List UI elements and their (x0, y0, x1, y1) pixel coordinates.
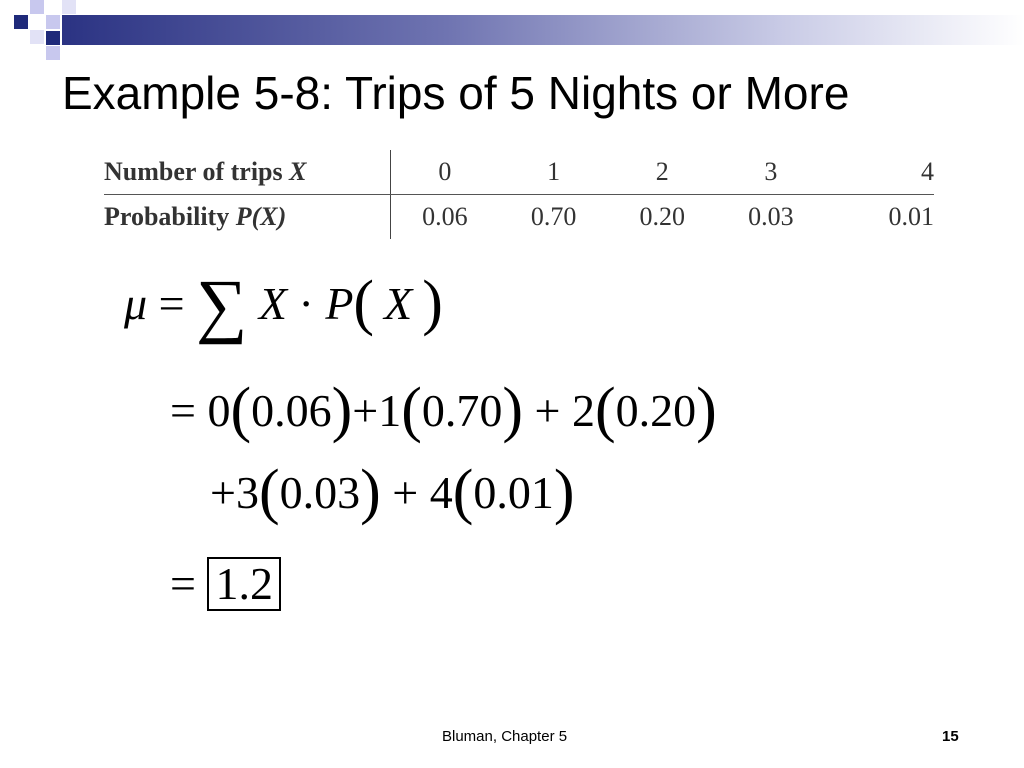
x-variable: X (384, 278, 413, 329)
page-number: 15 (942, 728, 959, 745)
table-row-probability (104, 195, 934, 240)
plus-sign: + (392, 467, 419, 518)
table-cell: 2 (608, 150, 717, 195)
result-line (170, 556, 281, 612)
boxed-result: 1.2 (207, 557, 281, 611)
mu-symbol: μ (124, 278, 148, 329)
open-paren: ( (353, 269, 375, 337)
mean-formula (124, 265, 443, 345)
expansion-line-1: = 0(0.06)+1(0.70) + 2(0.20) (170, 376, 717, 444)
row-header-probability: Probability P(X) (104, 202, 287, 231)
table-cell: 0.20 (639, 202, 685, 231)
term-coef: 1 (378, 385, 402, 436)
table-cell: 3 (717, 150, 826, 195)
table-cell: 0.03 (748, 202, 794, 231)
table-cell: 0.01 (888, 202, 934, 231)
term-prob: 0.03 (279, 467, 361, 518)
table-cell: 4 (825, 150, 934, 195)
equals-sign: = (170, 385, 196, 436)
p-function: P (325, 278, 354, 329)
slide-footer: Bluman, Chapter 5 (442, 728, 568, 745)
equals-sign: = (170, 558, 196, 609)
table-cell: 1 (499, 150, 608, 195)
table-cell: 0.06 (422, 202, 468, 231)
table-cell: 0.70 (530, 202, 577, 231)
plus-sign: + (352, 385, 379, 436)
x-variable: X (258, 278, 287, 329)
table-row-x (104, 150, 934, 195)
term-coef: 3 (235, 467, 259, 518)
expansion-line-2: +3(0.03) + 4(0.01) (210, 458, 575, 526)
term-prob: 0.01 (473, 467, 554, 518)
plus-sign: + (210, 467, 236, 518)
term-prob: 0.06 (251, 385, 332, 436)
probability-distribution-table (104, 150, 934, 239)
equals-sign: = (158, 278, 185, 329)
row-header-trips: Number of trips X (104, 150, 390, 195)
term-coef: 2 (571, 385, 595, 436)
table-cell: 0 (391, 150, 500, 195)
term-prob: 0.70 (421, 385, 503, 436)
term-coef: 4 (429, 467, 453, 518)
sigma-icon: ∑ (196, 265, 248, 345)
close-paren: ) (422, 269, 443, 337)
term-prob: 0.20 (615, 385, 697, 436)
slide-title: Example 5-8: Trips of 5 Nights or More (62, 67, 850, 119)
header-gradient-bar (62, 15, 1024, 45)
dot-operator: · (298, 278, 314, 329)
plus-sign: + (534, 385, 561, 436)
term-coef: 0 (207, 385, 231, 436)
